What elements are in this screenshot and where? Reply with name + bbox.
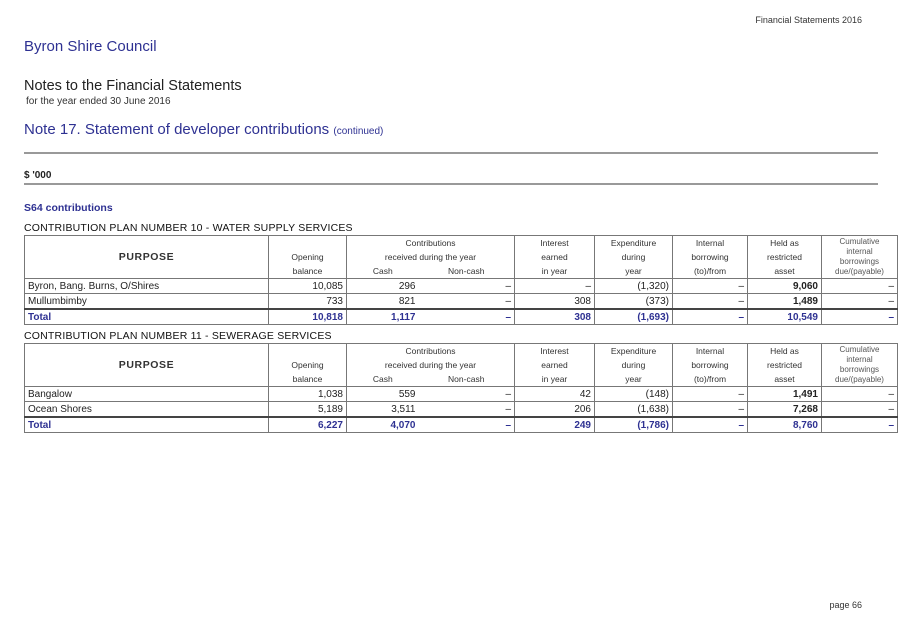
- total-row: Total 10,818 1,117 – 308 (1,693) – 10,549 –: [25, 309, 898, 325]
- contributions-header: Contributions: [347, 344, 515, 359]
- section-heading: S64 contributions: [24, 202, 113, 214]
- cash-header: Cash: [347, 372, 419, 387]
- noncash-header: Non-cash: [419, 264, 515, 279]
- page-number: page 66: [829, 600, 862, 610]
- cumulative-header: Cumulative internal borrowings due/(payable): [822, 344, 898, 387]
- units-label: $ '000: [24, 170, 52, 181]
- interest-header: Interest: [515, 236, 595, 251]
- plan11-title: CONTRIBUTION PLAN NUMBER 11 - SEWERAGE SERVICES: [24, 330, 332, 342]
- plan10-title: CONTRIBUTION PLAN NUMBER 10 - WATER SUPPLY SERVICES: [24, 222, 353, 234]
- table-row: Byron, Bang. Burns, O/Shires 10,085 296 – – (1,320) – 9,060 –: [25, 279, 898, 294]
- held-header: Held as: [748, 236, 822, 251]
- opening-header: Opening: [291, 360, 324, 370]
- divider-bottom: [24, 183, 878, 185]
- table-row: Ocean Shores 5,189 3,511 – 206 (1,638) – 7,268 –: [25, 402, 898, 418]
- expenditure-header: Expenditure: [595, 344, 673, 359]
- note-title-text: Note 17. Statement of developer contributions: [24, 121, 330, 138]
- internal-header: Internal: [673, 236, 748, 251]
- notes-title: Notes to the Financial Statements: [24, 78, 242, 94]
- cumulative-header: Cumulative internal borrowings due/(payable): [822, 236, 898, 279]
- council-name: Byron Shire Council: [24, 38, 157, 55]
- note-title: [24, 121, 383, 138]
- noncash-header: Non-cash: [419, 372, 515, 387]
- document-title: Financial Statements 2016: [755, 15, 862, 25]
- table-row: Mullumbimby 733 821 – 308 (373) – 1,489 –: [25, 294, 898, 310]
- purpose-header: PURPOSE: [25, 344, 269, 387]
- continued-label: (continued): [333, 126, 384, 137]
- total-row: Total 6,227 4,070 – 249 (1,786) – 8,760 –: [25, 417, 898, 433]
- contributions-header: Contributions: [347, 236, 515, 251]
- expenditure-header: Expenditure: [595, 236, 673, 251]
- plan10-table: PURPOSE Contributions Interest Expenditure Internal Held as Cumulative internal borrowings due/(payable) Opening received during the year earned during borrowing restricted balance Cash Non-cash in year year (to)/from asset Byron, Bang. Burns, O/Shires 10,085 296 – – (1,320) – 9,060 – Mullumbimby 733 821 – 308 (373) – 1,489 – Total 10,818 1,117 – 308 (1,693) – 10,549 –: [24, 235, 898, 325]
- purpose-header: PURPOSE: [25, 236, 269, 279]
- internal-header: Internal: [673, 344, 748, 359]
- period-subtitle: for the year ended 30 June 2016: [26, 96, 171, 107]
- opening-header: Opening: [291, 252, 324, 262]
- cash-header: Cash: [347, 264, 419, 279]
- plan11-table: PURPOSE Contributions Interest Expenditure Internal Held as Cumulative internal borrowings due/(payable) Opening received during the year earned during borrowing restricted balance Cash Non-cash in year year (to)/from asset Bangalow 1,038 559 – 42 (148) – 1,491 – Ocean Shores 5,189 3,511 – 206 (1,638) – 7,268 – Total 6,227 4,070 – 249 (1,786) – 8,760 –: [24, 343, 898, 433]
- table-row: Bangalow 1,038 559 – 42 (148) – 1,491 –: [25, 387, 898, 402]
- held-header: Held as: [748, 344, 822, 359]
- divider-top: [24, 152, 878, 154]
- interest-header: Interest: [515, 344, 595, 359]
